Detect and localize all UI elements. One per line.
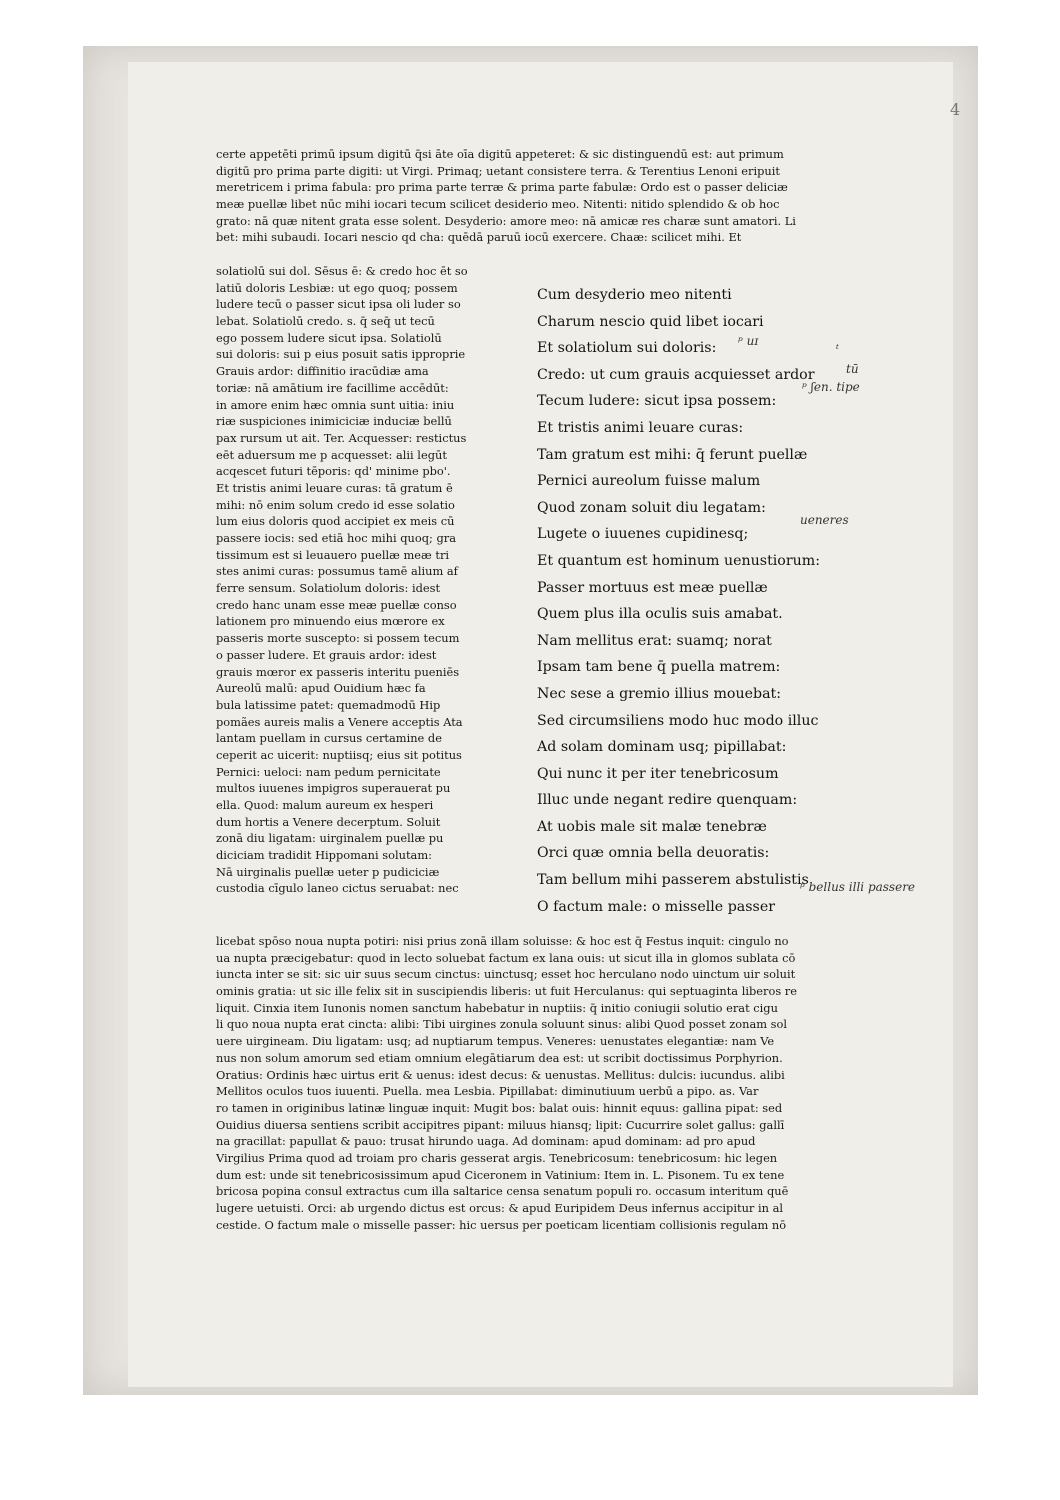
commentary-bottom-line: licebat spōso noua nupta potiri: nisi prius zonā illam soluisse: & hoc est q̄ Festus inquit: cingulo no [216,934,789,948]
commentary-left-column-line: ludere tecū o passer sicut ipsa oli luder so [216,297,461,312]
poem-text-line: O factum male: o misselle passer [537,898,775,915]
commentary-left-column-line: lum eius doloris quod accipiet ex meis cū [216,514,455,529]
commentary-left-column-line: Et tristis animi leuare curas: tā gratum ē [216,480,453,495]
commentary-left-column-line: in amore enim hæc omnia sunt uitia: iniu [216,397,455,412]
commentary-left-column-line: grauis mœror ex passeris interitu pueniēs [216,664,460,679]
commentary-left-column-line: dum hortis a Venere decerptum. Soluit [216,814,441,829]
poem-text-line: Et solatiolum sui doloris: [537,340,717,357]
commentary-left-column-line: latiū doloris Lesbiæ: ut ego quoq; possem [216,280,458,295]
commentary-left-column-line: multos iuuenes impigros superauerat pu [216,781,451,796]
commentary-left-column-line: toriæ: nā amātium ire facillime accēdūt: [216,380,449,395]
commentary-left-column-line: pomães aureis malis a Venere acceptis Ata [216,714,463,729]
commentary-left-column-line: mihi: nō enim solum credo id esse solatio [216,497,455,512]
marginal-note-5: ueneres [800,513,849,527]
commentary-bottom-line: ominis gratia: ut sic ille felix sit in suscipiendis liberis: ut fuit Herculanus: qui septuaginta liberos re [216,984,797,999]
poem-text-line: Quem plus illa oculis suis amabat. [537,606,783,623]
commentary-top [216,146,931,246]
commentary-bottom-line: iuncta inter se sit: sic uir suus secum cinctus: uinctusq; esset hoc herculano nodo uinctum uir soluit [216,967,796,982]
commentary-bottom-line: lugere uetuisti. Orci: ab urgendo dictus est orcus: & apud Euripidem Deus infernus accipitur in al [216,1201,784,1215]
commentary-bottom-line: Oratius: Ordinis hæc uirtus erit & uenus: idest decus: & uenustas. Mellitus: dulcis: iucundus. alibi [216,1067,785,1082]
corner-folio-mark: 4 [950,100,961,119]
commentary-bottom-line: dum est: unde sit tenebricosissimum apud Ciceronem in Vatinium: Item in. L. Pisonem. Tu ex tene [216,1167,785,1182]
commentary-bottom-line: nus non solum amorum sed etiam omnium elegātiarum dea est: ut scribit doctissimus Porphyrion. [216,1050,783,1065]
commentary-left-column-line: sui doloris: sui p eius posuit satis ipproprie [216,347,466,362]
commentary-left-column-line: eēt aduersum me p acquesset: alii legūt [216,447,447,462]
commentary-left-column-line: passere iocis: sed etiā hoc mihi quoq; gra [216,531,457,545]
poem-text-line: Nam mellitus erat: suamq; norat [537,632,772,649]
poem-text-line: Tam bellum mihi passerem abstulistis [537,872,809,889]
commentary-left-column-line: pax rursum ut ait. Ter. Acquesser: restictus [216,430,467,445]
commentary-bottom [216,933,931,1233]
commentary-bottom-line: uere uirgineam. Diu ligatam: usq; ad nuptiarum tempus. Veneres: uenustates elegantiæ: nam Ve [216,1034,775,1049]
commentary-top-line: meretricem i prima fabula: pro prima parte terræ & prima parte fabulæ: Ordo est o passer deliciæ [216,180,788,195]
commentary-top-line: grato: nā quæ nitent grata esse solent. Desyderio: amore meo: nā amicæ res charæ sunt amatori. Li [216,213,796,228]
commentary-bottom-line: Mellitos oculos tuos iuuenti. Puella. mea Lesbia. Pipillabat: diminutiuum uerbū a pipo. as. Var [216,1084,759,1099]
commentary-left-column-line: stes animi curas: possumus tamē alium af [216,564,458,579]
commentary-top-line: certe appetēti primū ipsum digitū q̄si āte oīa digitū appeteret: & sic distinguendū est: aut primum [216,147,784,161]
commentary-top-line: bet: mihi subaudi. Iocari nescio qd cha: quēdā paruū iocū exercere. Chaæ: scilicet mihi. Et [216,230,742,245]
commentary-left-column-line: solatiolū sui dol. Sēsus ē: & credo hoc ēt so [216,264,468,278]
commentary-left-column-line: riæ suspiciones inimiciciæ induciæ bellū [216,414,452,429]
commentary-left-column-line: lebat. Solatiolū credo. s. q̄ seq̄ ut tecū [216,314,435,329]
commentary-left-column-line: acqescet futuri tēporis: qd' minime pbo'. [216,464,451,479]
commentary-left-column-line: diciciam tradidit Hippomani solutam: [216,848,432,863]
commentary-left-column-line: passeris morte suscepto: si possem tecum [216,631,460,646]
poem-text-line: Nec sese a gremio illius mouebat: [537,685,782,702]
commentary-bottom-line: na gracillat: papullat & pauo: trusat hirundo uaga. Ad dominam: apud dominam: ad pro apud [216,1134,756,1149]
poem-text-line: Illuc unde negant redire quenquam: [537,792,798,809]
marginal-note-1: ᵖ uɪ [738,334,759,348]
marginal-note-2: ᵗ [836,342,839,356]
poem-text-line: Pernici aureolum fuisse malum [537,473,761,490]
poem-text-line: Ipsam tam bene q̄ puella matrem: [537,659,781,676]
poem-text-line: Cum desyderio meo nitenti [537,287,732,303]
poem-text-line: Tam gratum est mihi: q̄ ferunt puellæ [537,446,808,463]
commentary-bottom-line: li quo noua nupta erat cincta: alibi: Tibi uirgines zonula soluunt sinus: alibi Quod posset zonam sol [216,1017,788,1032]
commentary-bottom-line: ua nupta præcigebatur: quod in lecto soluebat factum ex lana ouis: ut sicut illa in glomos sublata cō [216,950,796,965]
marginal-note-4: ᵖ ʃen. tipe [802,380,860,394]
marginal-note-3: tū [846,362,859,376]
commentary-top-line: meæ puellæ libet nūc mihi iocari tecum scilicet desiderio meo. Nitenti: nitido splendido & ob hoc [216,197,780,212]
commentary-bottom-line: ro tamen in originibus latinæ linguæ inquit: Mugit bos: balat ouis: hinnit equus: gallina pipat: sed [216,1100,783,1115]
poem-text-line: Ad solam dominam usq; pipillabat: [537,739,787,756]
poem-text-line: Et quantum est hominum uenustiorum: [537,552,821,569]
commentary-left-column-line: ella. Quod: malum aureum ex hesperi [216,798,434,812]
commentary-left-column-line: credo hanc unam esse meæ puellæ conso [216,597,457,612]
commentary-left-column-line: Nā uirginalis puellæ ueter p pudiciciæ [216,864,440,879]
commentary-left-column-line: lantam puellam in cursus certamine de [216,731,442,746]
commentary-left-column-line: lationem pro minuendo eius mœrore ex [216,614,445,629]
poem-text-line: Credo: ut cum grauis acquiesset ardor [537,366,815,383]
poem-text-line: Qui nunc it per iter tenebricosum [537,765,779,782]
commentary-left-column [216,263,516,897]
poem-text-line: Passer mortuus est meæ puellæ [537,579,768,596]
commentary-bottom-line: liquit. Cinxia item Iunonis nomen sanctum habebatur in nuptiis: q̄ initio coniugii solutio erat cigu [216,1000,778,1015]
poem-text-line: Lugete o iuuenes cupidinesq; [537,526,749,543]
commentary-left-column-line: bula latissime patet: quemadmodū Hip [216,697,441,712]
commentary-left-column-line: zonā diu ligatam: uirginalem puellæ pu [216,831,444,846]
marginal-note-6: ᵖ bellus illi passere [800,880,916,894]
commentary-left-column-line: tissimum est si leuauero puellæ meæ tri [216,547,450,562]
poem-text-line: Orci quæ omnia bella deuoratis: [537,845,770,862]
commentary-left-column-line: ferre sensum. Solatiolum doloris: idest [216,581,441,596]
poem-text-line: Tecum ludere: sicut ipsa possem: [537,393,777,410]
poem-text [537,282,837,920]
poem-text-line: At uobis male sit malæ tenebræ [537,818,767,835]
poem-text-line: Sed circumsiliens modo huc modo illuc [537,712,819,729]
commentary-left-column-line: Pernici: ueloci: nam pedum pernicitate [216,764,441,779]
poem-text-line: Et tristis animi leuare curas: [537,419,744,436]
commentary-left-column-line: o passer ludere. Et grauis ardor: idest [216,647,437,662]
poem-text-line: Quod zonam soluit diu legatam: [537,499,766,516]
commentary-left-column-line: Grauis ardor: diffinitio iracūdiæ ama [216,364,429,379]
commentary-left-column-line: ego possem ludere sicut ipsa. Solatiolū [216,330,442,345]
commentary-bottom-line: Ouidius diuersa sentiens scribit accipitres pipant: miluus hiansq; lipit: Cucurrire solet gallus: gallī [216,1117,785,1132]
commentary-bottom-line: bricosa popina consul extractus cum illa saltarice censa senatum populi ro. occasum interitum quē [216,1184,789,1199]
commentary-left-column-line: Aureolū malū: apud Ouidium hæc fa [216,681,426,696]
commentary-top-line: digitū pro prima parte digiti: ut Virgi. Primaq; uetant consistere terra. & Terentius Lenoni eripuit [216,163,780,178]
poem-text-line: Charum nescio quid libet iocari [537,313,764,330]
commentary-bottom-line: cestide. O factum male o misselle passer: hic uersus per poeticam licentiam collisionis regulam nō [216,1217,787,1232]
commentary-left-column-line: ceperit ac uicerit: nuptiisq; eius sit potitus [216,747,462,762]
commentary-left-column-line: custodia cīgulo laneo cictus seruabat: nec [216,881,459,896]
commentary-bottom-line: Virgilius Prima quod ad troiam pro charis gesserat argis. Tenebricosum: tenebricosum: hic legen [216,1150,778,1165]
